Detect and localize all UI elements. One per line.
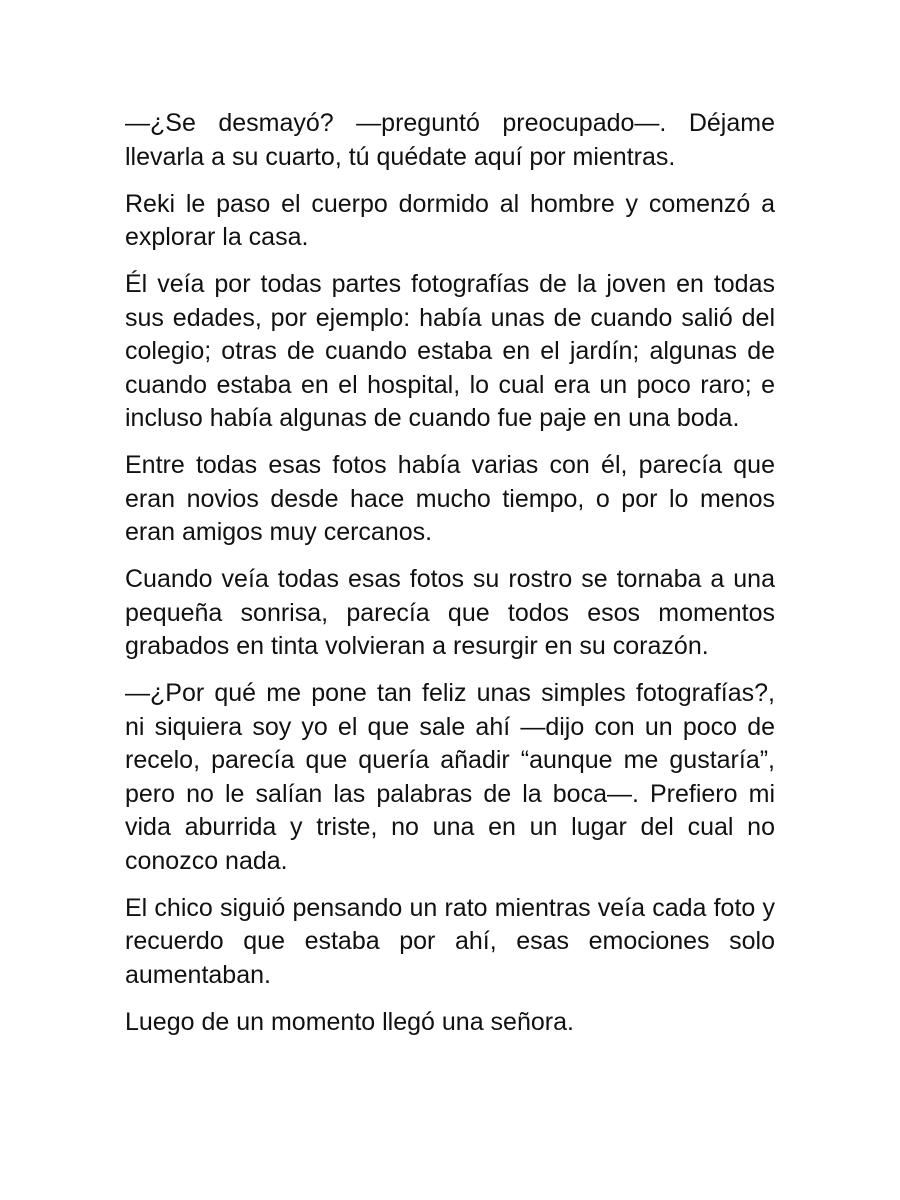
paragraph: —¿Por qué me pone tan feliz unas simples fotografías?, ni siquiera soy yo el que sale ahí —dijo con un poco de recelo, parecía que quería añadir “aunque me gustaría”, pero no le salían las palabras de la boca—. Prefiero mi vida aburrida y triste, no una en un lugar del cual no conozco nada. bbox=[125, 679, 775, 875]
paragraph: —¿Se desmayó? —preguntó preocupado—. Déjame llevarla a su cuarto, tú quédate aquí por mientras. bbox=[125, 109, 775, 171]
paragraph: Reki le paso el cuerpo dormido al hombre y comenzó a explorar la casa. bbox=[125, 189, 775, 251]
paragraph: Luego de un momento llegó una señora. bbox=[125, 1007, 574, 1036]
paragraph: Él veía por todas partes fotografías de la joven en todas sus edades, por ejemplo: había unas de cuando salió del colegio; otras de cuando estaba en el jardín; algunas de cuando estaba en el hospital, lo cual era un poco raro; e incluso había algunas de cuando fue paje en una boda. bbox=[125, 270, 775, 432]
paragraph: Entre todas esas fotos había varias con él, parecía que eran novios desde hace mucho tiempo, o por lo menos eran amigos muy cercanos. bbox=[125, 451, 775, 546]
body-text bbox=[125, 107, 775, 1053]
paragraph: El chico siguió pensando un rato mientras veía cada foto y recuerdo que estaba por ahí, esas emociones solo aumentaban. bbox=[125, 893, 775, 989]
paragraph: Cuando veía todas esas fotos su rostro se tornaba a una pequeña sonrisa, parecía que todos esos momentos grabados en tinta volvieran a resurgir en su corazón. bbox=[125, 565, 775, 660]
